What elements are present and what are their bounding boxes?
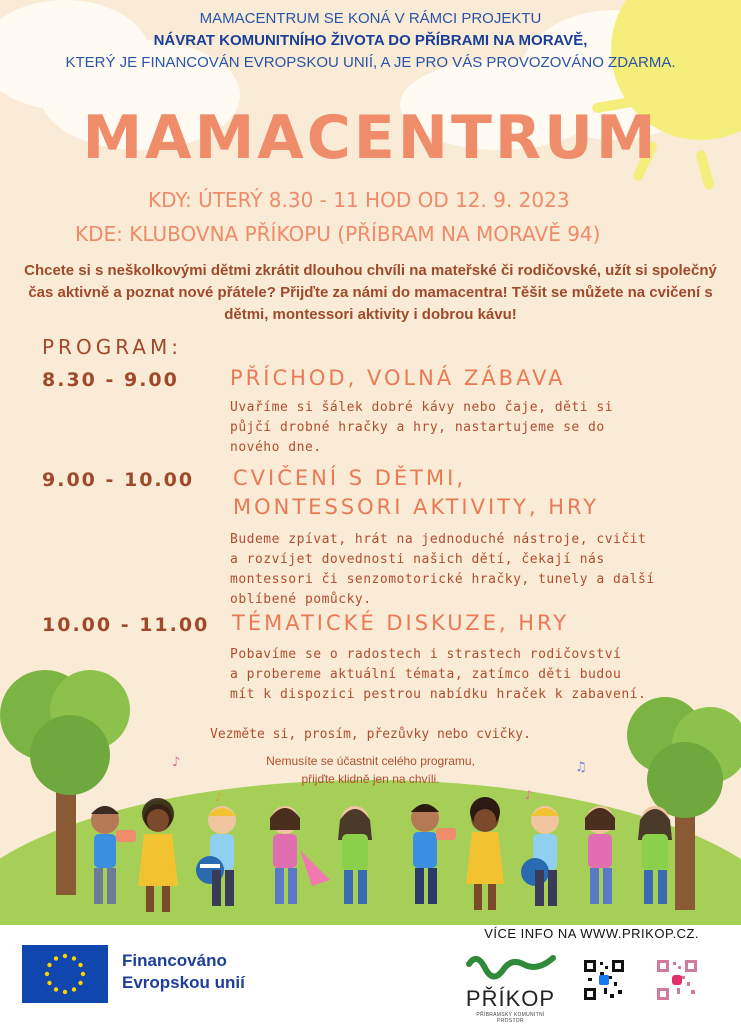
desc-line: Pobavíme se o radostech i strastech rodičovství bbox=[230, 647, 622, 662]
prikop-logo-sub: PŘÍBRAMSKÝ KOMUNITNÍ PROSTOR bbox=[476, 1012, 545, 1024]
kid-3 bbox=[196, 806, 236, 906]
kid-7 bbox=[466, 797, 504, 910]
music-note-icon: ♪ bbox=[172, 755, 181, 770]
eu-line-2: Evropskou unií bbox=[122, 973, 245, 992]
eu-funding-text bbox=[122, 950, 245, 994]
event-when: KDY: ÚTERÝ 8.30 - 11 HOD OD 12. 9. 2023 bbox=[148, 188, 570, 212]
project-notice bbox=[0, 8, 741, 74]
music-note-icon: ♪ bbox=[215, 790, 223, 804]
kid-1 bbox=[91, 806, 136, 904]
program-title-1: PŘÍCHOD, VOLNÁ ZÁBAVA bbox=[230, 366, 566, 390]
children-playing-illustration bbox=[80, 790, 680, 925]
kid-2 bbox=[138, 798, 178, 912]
kid-10 bbox=[638, 806, 672, 904]
desc-line: mít k dispozici pestrou nabídku hraček k zabavení. bbox=[230, 687, 647, 702]
event-where: KDE: KLUBOVNA PŘÍKOPU (PŘÍBRAM NA MORAVĚ 94) bbox=[75, 222, 601, 246]
qr-code-1 bbox=[582, 958, 626, 1002]
desc-line: oblíbené pomůcky. bbox=[230, 592, 372, 607]
program-time-1: 8.30 - 9.00 bbox=[42, 369, 179, 391]
instagram-qr-icon[interactable] bbox=[655, 958, 699, 1002]
program-desc-2 bbox=[230, 530, 655, 610]
kid-9 bbox=[585, 806, 615, 904]
desc-line: a probereme aktuální témata, zatímco děti budou bbox=[230, 667, 622, 682]
program-heading: PROGRAM: bbox=[42, 335, 182, 359]
program-desc-1 bbox=[230, 398, 613, 458]
desc-line: nového dne. bbox=[230, 440, 322, 455]
desc-line: Uvaříme si šálek dobré kávy nebo čaje, děti si bbox=[230, 400, 614, 415]
desc-line: Budeme zpívat, hrát na jednoduché nástroje, cvičit bbox=[230, 532, 647, 547]
music-note-icon: ♪ bbox=[525, 788, 533, 802]
desc-line: půjčí drobné hračky a hry, nastartujeme se do bbox=[230, 420, 605, 435]
program-time-3: 10.00 - 11.00 bbox=[42, 614, 210, 636]
program-title-2b: MONTESSORI AKTIVITY, HRY bbox=[233, 495, 600, 519]
facebook-qr-icon[interactable] bbox=[582, 958, 626, 1002]
more-info-link[interactable]: VÍCE INFO NA WWW.PRIKOP.CZ. bbox=[484, 926, 699, 941]
partial-line-1: Nemusíte se účastnit celého programu, bbox=[266, 754, 475, 768]
desc-line: a rozvíjet dovednosti našich dětí, čekají nás bbox=[230, 552, 605, 567]
bring-note: Vezměte si, prosím, přezůvky nebo cvičky. bbox=[210, 727, 531, 742]
eu-line-1: Financováno bbox=[122, 951, 227, 970]
intro-text: Chcete si s neškolkovými dětmi zkrátit dlouhou chvíli na mateřské či rodičovské, užít si společný čas aktivně a poznat nové přátele? Přijďte za námi do mamacentra! Těšit se můžete na cvičení s dětmi, montessori aktivity i dobrou kávu! bbox=[24, 262, 717, 323]
kid-5 bbox=[338, 806, 372, 904]
program-title-3: TÉMATICKÉ DISKUZE, HRY bbox=[232, 611, 570, 635]
partial-line-2: přijďte klidně jen na chvíli. bbox=[301, 772, 440, 786]
notice-line-3: KTERÝ JE FINANCOVÁN EVROPSKOU UNIÍ, A JE PRO VÁS PROVOZOVÁNO ZDARMA. bbox=[65, 54, 676, 71]
poster-title: MAMACENTRUM bbox=[82, 103, 659, 173]
prikop-logo-name: PŘÍKOP bbox=[465, 986, 556, 1011]
prikop-logo-mark bbox=[463, 950, 558, 984]
prikop-logo-icon[interactable] bbox=[463, 950, 558, 1024]
program-title-2a: CVIČENÍ S DĚTMI, bbox=[233, 466, 466, 490]
notice-line-1: MAMACENTRUM SE KONÁ V RÁMCI PROJEKTU bbox=[199, 10, 542, 27]
program-desc-3 bbox=[230, 645, 646, 705]
partial-note bbox=[0, 752, 741, 788]
qr-code-2 bbox=[655, 958, 699, 1002]
notice-line-2: NÁVRAT KOMUNITNÍHO ŽIVOTA DO PŘÍBRAMI NA MORAVĚ, bbox=[153, 32, 588, 49]
music-note-icon: ♫ bbox=[575, 760, 587, 775]
eu-stars bbox=[22, 945, 108, 1003]
program-time-2: 9.00 - 10.00 bbox=[42, 469, 195, 491]
eu-flag-icon bbox=[22, 945, 108, 1003]
kid-8 bbox=[521, 806, 559, 906]
kid-6 bbox=[411, 804, 456, 904]
kid-4 bbox=[270, 806, 330, 904]
desc-line: montessori či senzomotorické hračky, tunely a další bbox=[230, 572, 655, 587]
